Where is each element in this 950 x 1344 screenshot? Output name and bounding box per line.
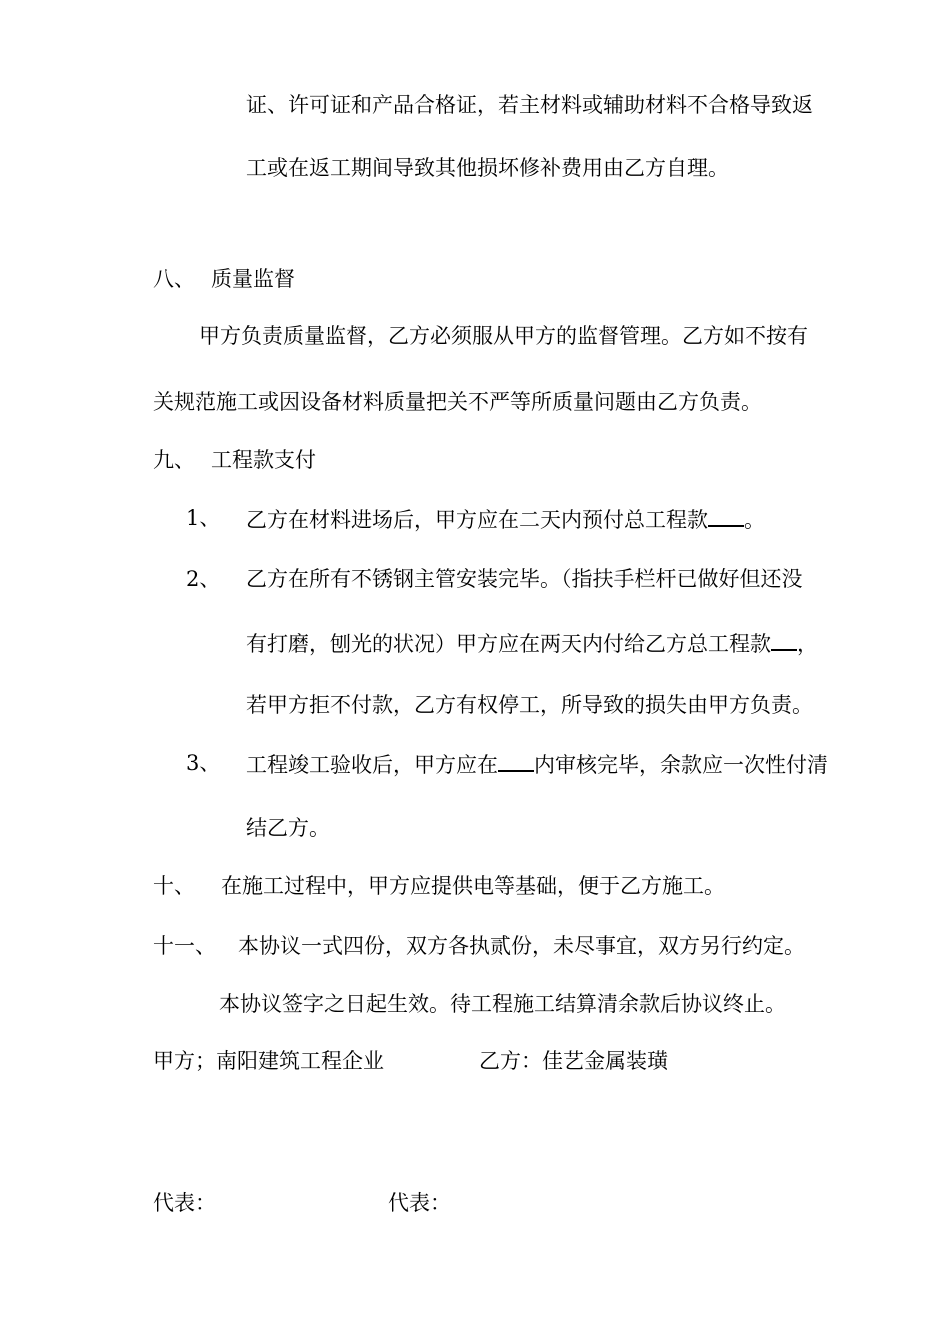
section-heading — [153, 933, 805, 959]
representative-b: 代表： — [388, 1191, 451, 1215]
section-heading — [153, 873, 725, 899]
list-item-line: 乙方在材料进场后，甲方应在二天内预付总工程款 。 — [246, 505, 765, 533]
paragraph-line: 关规范施工或因设备材料质量把关不严等所质量问题由乙方负责。 — [153, 390, 762, 414]
list-item-line: 工程竣工验收后，甲方应在 内审核完毕，余款应一次性付清 — [246, 750, 828, 778]
section-title: 质量监督 — [211, 267, 295, 291]
section-heading — [153, 447, 316, 473]
blank-line — [498, 750, 534, 772]
list-number: 1、 — [186, 506, 221, 530]
list-number: 2、 — [186, 567, 221, 591]
section-number: 八、 — [153, 267, 195, 291]
list-item-line: 有打磨，刨光的状况）甲方应在两天内付给乙方总工程款 ， — [246, 629, 818, 657]
section-text: 在施工过程中，甲方应提供电等基础，便于乙方施工。 — [221, 874, 725, 898]
section-number: 九、 — [153, 448, 195, 472]
paragraph-line: 证、许可证和产品合格证，若主材料或辅助材料不合格导致返 — [246, 93, 813, 117]
blank-line — [708, 505, 744, 527]
paragraph-line: 甲方负责质量监督，乙方必须服从甲方的监督管理。乙方如不按有 — [199, 324, 808, 348]
list-number: 3、 — [186, 751, 221, 775]
section-number: 十、 — [153, 874, 195, 898]
party-b: 乙方：佳艺金属装璜 — [479, 1049, 668, 1073]
paragraph-line: 本协议签字之日起生效。待工程施工结算清余款后协议终止。 — [219, 992, 786, 1016]
representative-a: 代表： — [153, 1191, 216, 1215]
section-title: 工程款支付 — [211, 448, 316, 472]
paragraph-line: 工或在返工期间导致其他损坏修补费用由乙方自理。 — [246, 156, 729, 180]
section-number: 十一、 — [153, 934, 216, 958]
section-text: 本协议一式四份，双方各执贰份，未尽事宜，双方另行约定。 — [238, 934, 805, 958]
list-item-line: 乙方在所有不锈钢主管安装完毕。（指扶手栏杆已做好但还没 — [246, 567, 803, 591]
list-item-line: 结乙方。 — [246, 816, 330, 840]
blank-line — [771, 629, 797, 651]
list-item-line: 若甲方拒不付款，乙方有权停工，所导致的损失由甲方负责。 — [246, 693, 813, 717]
party-a: 甲方；南阳建筑工程企业 — [153, 1049, 384, 1073]
section-heading — [153, 266, 295, 292]
